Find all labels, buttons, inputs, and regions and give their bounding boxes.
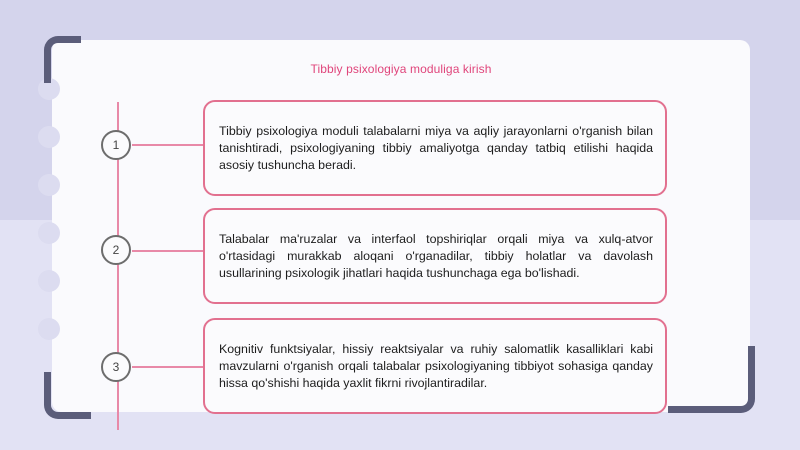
step-box bbox=[203, 100, 667, 196]
slide-title: Tibbiy psixologiya moduliga kirish bbox=[310, 62, 492, 76]
punch-hole bbox=[38, 126, 60, 148]
step-text: Kognitiv funktsiyalar, hissiy reaktsiyalar va ruhiy salomatlik kasalliklari kabi mavzularni o'rganish orqali talabalar psixologiyaning tibbiyot sohasiga qanday hissa qo'shishi haqida yaxlit fikrni rivojlantiradilar. bbox=[219, 341, 653, 390]
timeline-connector bbox=[132, 366, 204, 368]
step-number-badge: 3 bbox=[101, 352, 131, 382]
corner-bracket-bottom-left bbox=[44, 372, 91, 419]
corner-bracket-bottom-right bbox=[668, 346, 755, 413]
timeline-connector bbox=[132, 250, 204, 252]
step-number-badge: 2 bbox=[101, 235, 131, 265]
punch-hole bbox=[38, 270, 60, 292]
timeline-connector bbox=[132, 144, 204, 146]
step-number-badge: 1 bbox=[101, 130, 131, 160]
step-text: Talabalar ma'ruzalar va interfaol topshiriqlar orqali miya va xulq-atvor o'rtasidagi murakkab aloqani o'rganadilar, tibbiy holatlar va davolash usullarining psixologik jihatlari haqida tushunchaga ega bo'lishadi. bbox=[219, 231, 653, 280]
punch-hole bbox=[38, 174, 60, 196]
step-text: Tibbiy psixologiya moduli talabalarni miya va aqliy jarayonlarni o'rganish bilan tanishtiradi, psixologiyaning tibbiy amaliyotga qanday tatbiq etilishi haqida asosiy tushuncha beradi. bbox=[219, 123, 653, 172]
step-box bbox=[203, 208, 667, 304]
step-box bbox=[203, 318, 667, 414]
punch-hole bbox=[38, 222, 60, 244]
punch-hole bbox=[38, 318, 60, 340]
